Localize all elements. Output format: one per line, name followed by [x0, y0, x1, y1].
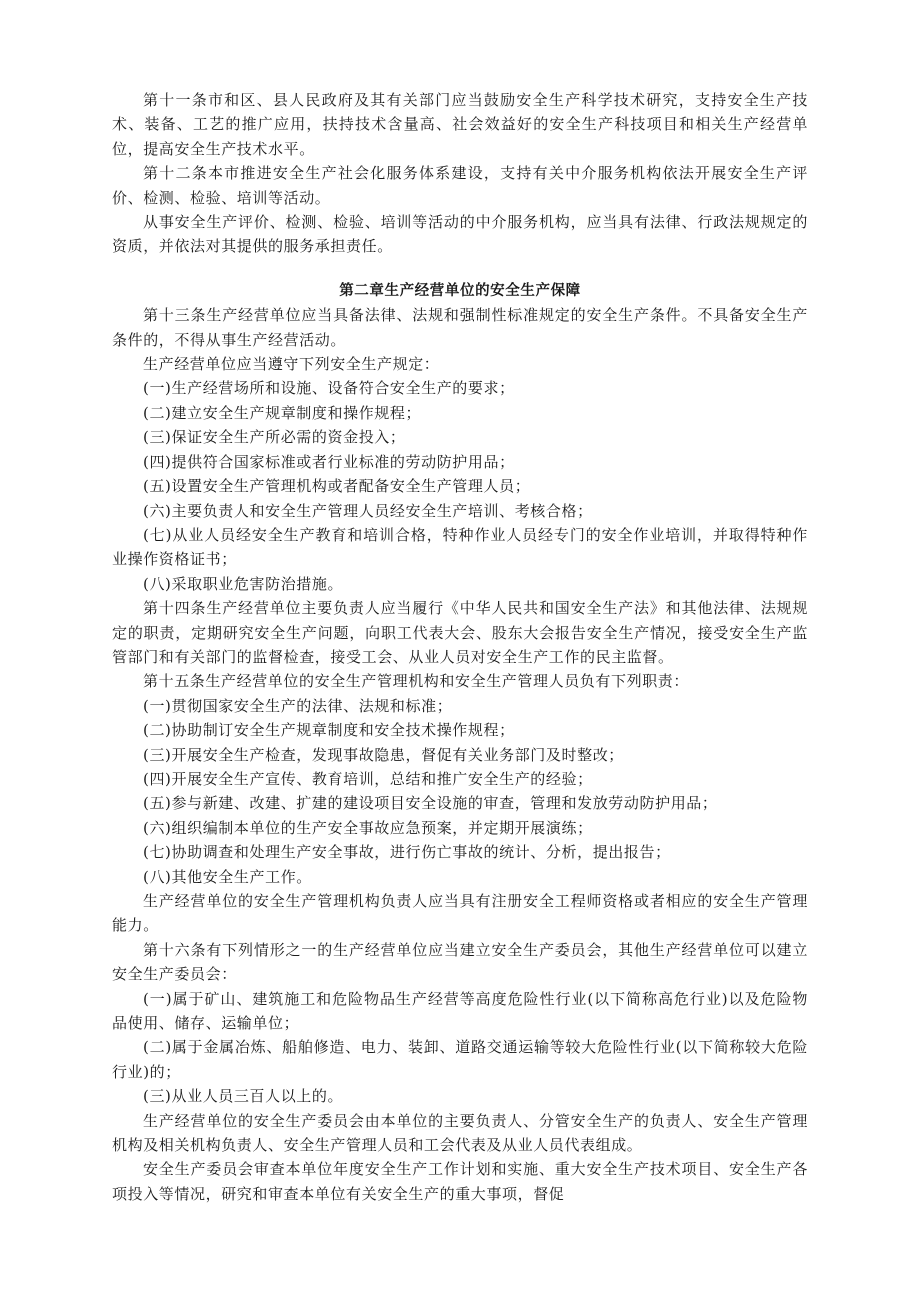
list-item: (七)从业人员经安全生产教育和培训合格，特种作业人员经专门的安全作业培训，并取得特种作业操作资格证书； — [112, 525, 808, 569]
list-item: (六)主要负责人和安全生产管理人员经安全生产培训、考核合格； — [143, 501, 593, 520]
list-item: (八)采取职业危害防治措施。 — [143, 574, 344, 593]
paragraph-article-16: 第十六条有下列情形之一的生产经营单位应当建立安全生产委员会，其他生产经营单位可以建立安全生产委员会： — [112, 940, 808, 984]
list-item: (四)开展安全生产宣传、教育培训，总结和推广安全生产的经验； — [143, 769, 593, 788]
main-section — [112, 303, 808, 1206]
list-item: (二)属于金属冶炼、船舶修造、电力、装卸、道路交通运输等较大危险性行业(以下简称较大危险行业)的； — [112, 1038, 808, 1081]
paragraph-article-11: 第十一条市和区、县人民政府及其有关部门应当鼓励安全生产科学技术研究，支持安全生产技术、装备、工艺的推广应用，扶持技术含量高、社会效益好的安全生产科技项目和相关生产经营单位，提高安全生产技术水平。 — [112, 91, 808, 158]
list-item: (七)协助调查和处理生产安全事故，进行伤亡事故的统计、分析，提出报告； — [143, 843, 671, 862]
list-item: (五)设置安全生产管理机构或者配备安全生产管理人员； — [143, 477, 531, 496]
paragraph: 生产经营单位的安全生产委员会由本单位的主要负责人、分管安全生产的负责人、安全生产管理机构及相关机构负责人、安全生产管理人员和工会代表及从业人员代表组成。 — [112, 1111, 808, 1155]
top-section — [112, 88, 808, 259]
list-item: (五)参与新建、改建、扩建的建设项目安全设施的审查，管理和发放劳动防护用品； — [143, 794, 718, 813]
list-item: (四)提供符合国家标准或者行业标准的劳动防护用品； — [143, 452, 515, 471]
list-item: (二)建立安全生产规章制度和操作规程； — [143, 403, 422, 422]
paragraph-article-14: 第十四条生产经营单位主要负责人应当履行《中华人民共和国安全生产法》和其他法律、法规规定的职责，定期研究安全生产问题，向职工代表大会、股东大会报告安全生产情况，接受安全生产监管部门和有关部门的监督检查，接受工会、从业人员对安全生产工作的民主监督。 — [112, 599, 808, 666]
paragraph-article-15: 第十五条生产经营单位的安全生产管理机构和安全生产管理人员负有下列职责： — [143, 672, 690, 691]
list-item: (八)其他安全生产工作。 — [143, 867, 312, 886]
section-spacer — [112, 259, 808, 279]
paragraph: 安全生产委员会审查本单位年度安全生产工作计划和实施、重大安全生产技术项目、安全生产各项投入等情况，研究和审查本单位有关安全生产的重大事项，督促 — [112, 1160, 808, 1203]
list-item: (一)属于矿山、建筑施工和危险物品生产经营等高度危险性行业(以下简称高危行业)以及危险物品使用、储存、运输单位； — [112, 989, 808, 1033]
chapter-heading: 第二章生产经营单位的安全生产保障 — [339, 282, 581, 299]
paragraph: 生产经营单位的安全生产管理机构负责人应当具有注册安全工程师资格或者相应的安全生产管理能力。 — [112, 892, 808, 935]
document-page — [112, 88, 808, 1206]
paragraph: 生产经营单位应当遵守下列安全生产规定： — [143, 355, 440, 374]
list-item: (三)开展安全生产检查，发现事故隐患，督促有关业务部门及时整改； — [143, 745, 624, 764]
list-item: (一)生产经营场所和设施、设备符合安全生产的要求； — [143, 379, 515, 398]
paragraph-intermediary-agencies: 从事安全生产评价、检测、检验、培训等活动的中介服务机构，应当具有法律、行政法规规定的资质，并依法对其提供的服务承担责任。 — [112, 213, 808, 256]
paragraph-article-13: 第十三条生产经营单位应当具备法律、法规和强制性标准规定的安全生产条件。不具备安全生产条件的，不得从事生产经营活动。 — [112, 306, 808, 349]
list-item: (三)保证安全生产所必需的资金投入； — [143, 428, 406, 447]
list-item: (二)协助制订安全生产规章制度和安全技术操作规程； — [143, 721, 515, 740]
list-item: (一)贯彻国家安全生产的法律、法规和标准； — [143, 696, 453, 715]
list-item: (三)从业人员三百人以上的。 — [143, 1087, 344, 1106]
list-item: (六)组织编制本单位的生产安全事故应急预案，并定期开展演练； — [143, 818, 593, 837]
paragraph-article-12: 第十二条本市推进安全生产社会化服务体系建设，支持有关中介服务机构依法开展安全生产评价、检测、检验、培训等活动。 — [112, 164, 808, 207]
